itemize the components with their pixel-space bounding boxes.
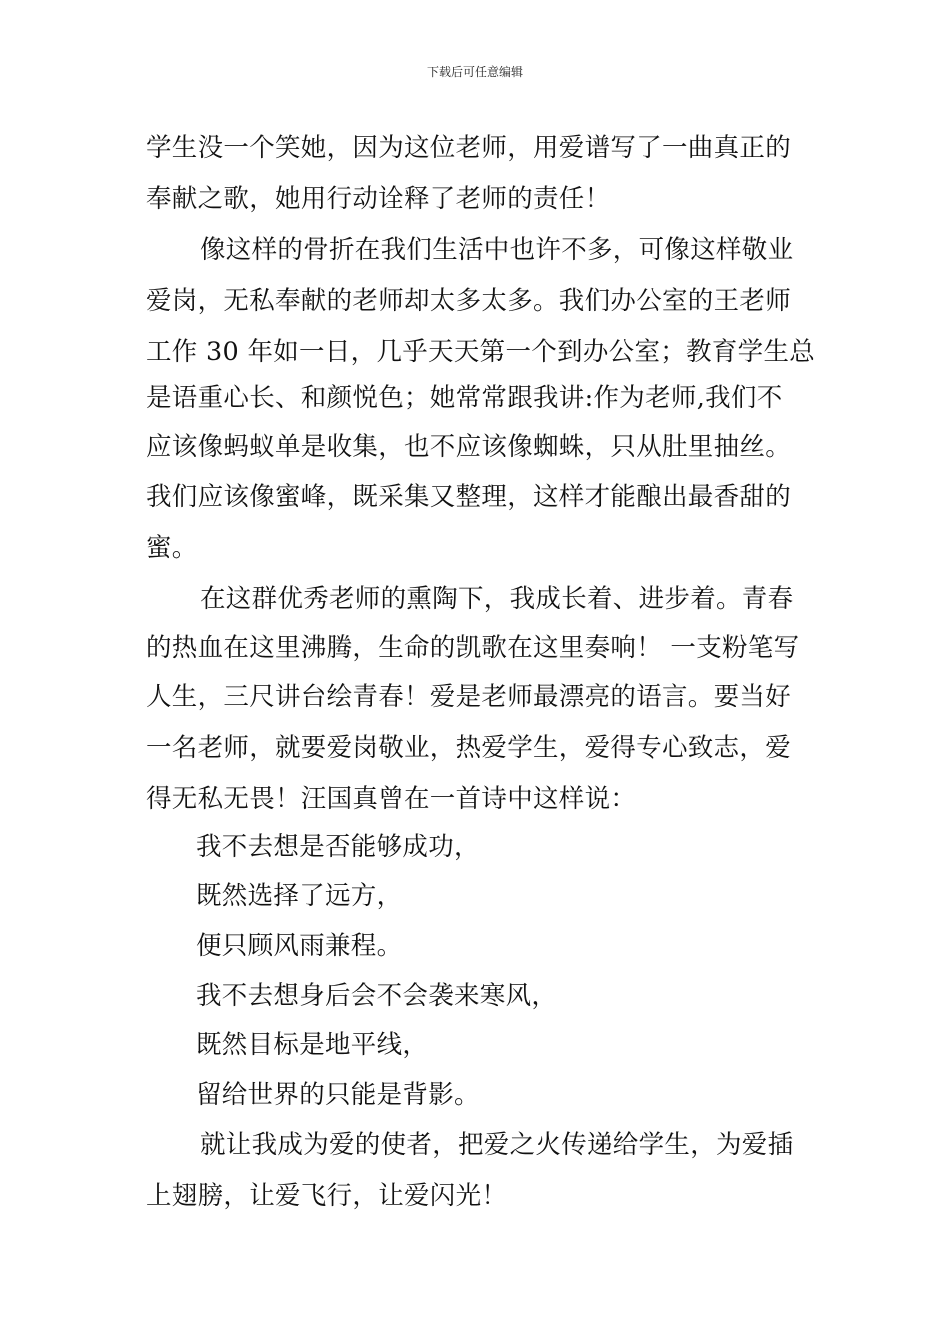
text-line: 我们应该像蜜峰，既采集又整理，这样才能酿出最香甜的 [146,482,792,512]
poem-line: 我不去想身后会不会袭来寒风， [196,981,558,1011]
text-line: 得无私无畏！汪国真曾在一首诗中这样说： [146,784,637,814]
text-line: 爱岗，无私奉献的老师却太多太多。我们办公室的王老师 [146,286,792,316]
text-line: 应该像蚂蚁单是收集，也不应该像蜘蛛，只从肚里抽丝。 [146,432,792,462]
poem-line: 便只顾风雨兼程。 [196,931,403,961]
poem-line: 既然目标是地平线， [196,1030,429,1060]
text-line: 人生，三尺讲台绘青春！爱是老师最漂亮的语言。要当好 [146,682,792,712]
text-line: 奉献之歌，她用行动诠释了老师的责任！ [146,184,611,214]
text-line: 学生没一个笑她，因为这位老师，用爱谱写了一曲真正的 [146,133,792,163]
text-line: 工作 30 年如一日，几乎天天第一个到办公室；教育学生总 [146,337,816,367]
text-line: 是语重心长、和颜悦色；她常常跟我讲:作为老师,我们不 [146,383,783,413]
page-header: 下载后可任意编辑 [426,65,523,79]
text-line: 上翅膀，让爱飞行，让爱闪光！ [146,1181,508,1211]
poem-line: 留给世界的只能是背影。 [196,1080,480,1110]
poem-line: 我不去想是否能够成功， [196,832,480,862]
text-line: 像这样的骨折在我们生活中也许不多，可像这样敬业 [200,235,794,265]
poem-line: 既然选择了远方， [196,881,403,911]
text-line: 蜜。 [146,533,198,563]
text-line: 就让我成为爱的使者，把爱之火传递给学生，为爱插 [200,1130,794,1160]
text-line: 一名老师，就要爱岗敬业，热爱学生，爱得专心致志，爱 [146,733,792,763]
text-line: 的热血在这里沸腾，生命的凯歌在这里奏响！ 一支粉笔写 [146,633,800,663]
text-line: 在这群优秀老师的熏陶下，我成长着、进步着。青春 [200,584,794,614]
